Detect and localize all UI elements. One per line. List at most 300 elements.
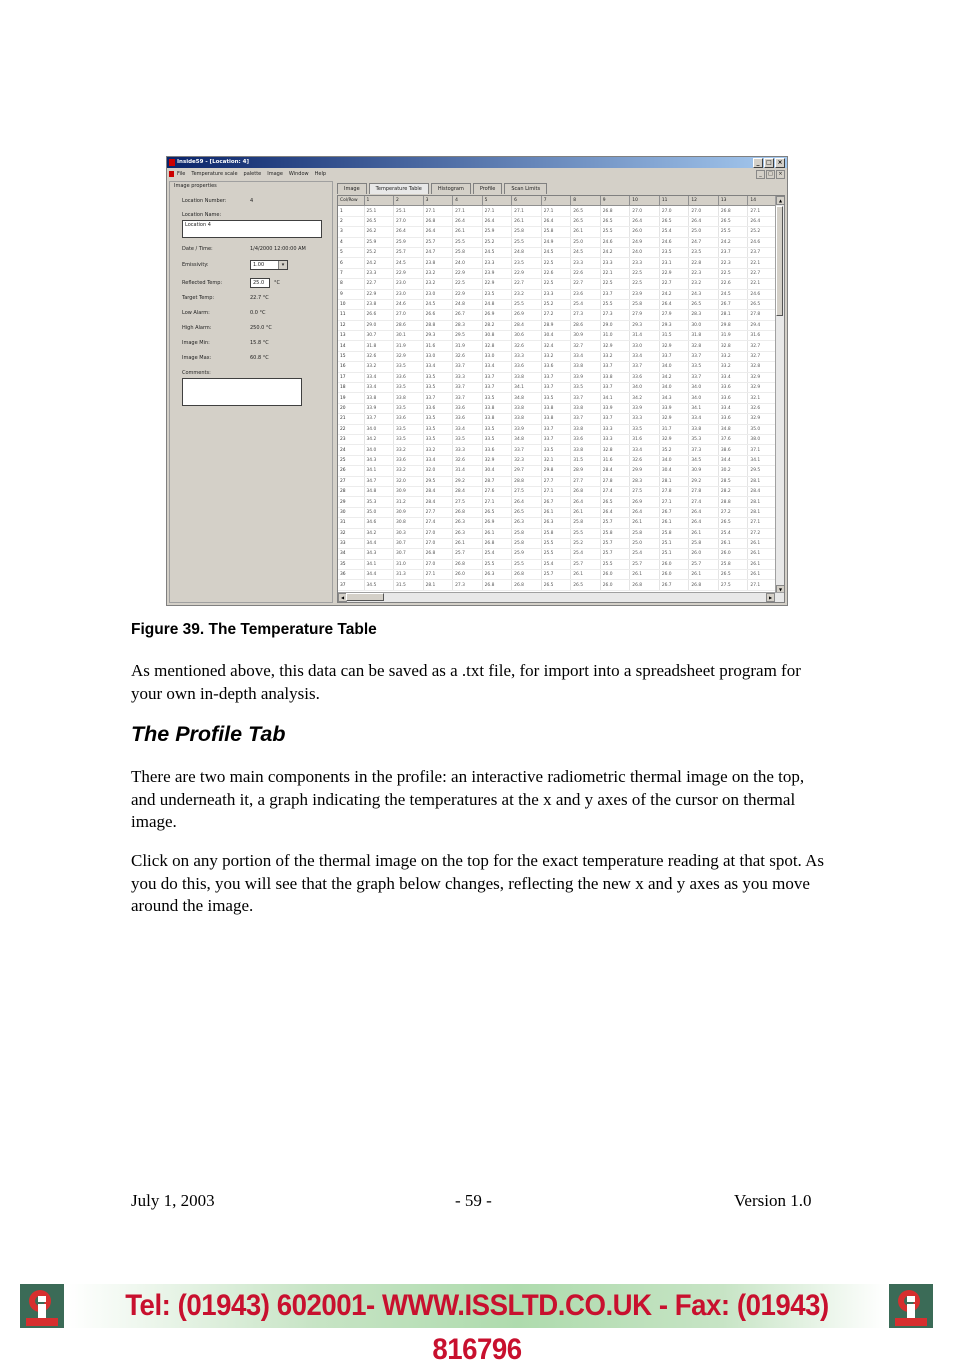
temperature-cell[interactable]: 33.3 (600, 424, 630, 434)
temperature-cell[interactable]: 27.2 (718, 507, 748, 517)
temperature-cell[interactable]: 26.1 (748, 570, 778, 580)
temperature-cell[interactable]: 34.0 (659, 455, 689, 465)
temperature-cell[interactable]: 26.5 (718, 570, 748, 580)
temperature-cell[interactable]: 27.3 (600, 310, 630, 320)
temperature-cell[interactable]: 35.3 (364, 497, 394, 507)
temperature-cell[interactable]: 32.9 (600, 341, 630, 351)
temperature-cell[interactable]: 24.6 (394, 299, 424, 309)
horizontal-scrollbar[interactable] (338, 592, 784, 602)
temperature-cell[interactable]: 27.0 (423, 559, 453, 569)
temperature-cell[interactable]: 33.5 (482, 424, 512, 434)
temperature-cell[interactable]: 33.2 (541, 351, 571, 361)
temperature-cell[interactable]: 33.5 (482, 434, 512, 444)
column-header[interactable]: 14 (748, 196, 778, 206)
row-header[interactable]: 29 (338, 497, 364, 507)
temperature-cell[interactable]: 23.6 (571, 289, 601, 299)
temperature-cell[interactable]: 33.7 (659, 351, 689, 361)
temperature-cell[interactable]: 22.7 (659, 279, 689, 289)
temperature-cell[interactable]: 31.0 (600, 331, 630, 341)
temperature-cell[interactable]: 26.1 (571, 570, 601, 580)
temperature-cell[interactable]: 22.8 (689, 258, 719, 268)
temperature-cell[interactable]: 33.6 (571, 434, 601, 444)
temperature-cell[interactable]: 22.7 (364, 279, 394, 289)
row-header[interactable]: 26 (338, 466, 364, 476)
temperature-cell[interactable]: 32.8 (748, 362, 778, 372)
temperature-cell[interactable]: 27.1 (541, 206, 571, 216)
temperature-cell[interactable]: 26.4 (689, 216, 719, 226)
temperature-cell[interactable]: 33.4 (423, 455, 453, 465)
row-header[interactable]: 3 (338, 227, 364, 237)
temperature-cell[interactable]: 27.1 (512, 206, 542, 216)
temperature-cell[interactable]: 34.5 (689, 455, 719, 465)
temperature-cell[interactable]: 25.2 (571, 538, 601, 548)
temperature-cell[interactable]: 25.2 (364, 247, 394, 257)
temperature-cell[interactable]: 27.3 (571, 310, 601, 320)
temperature-cell[interactable]: 33.5 (394, 362, 424, 372)
row-header[interactable]: 28 (338, 486, 364, 496)
temperature-cell[interactable]: 25.7 (630, 559, 660, 569)
temperature-cell[interactable]: 34.0 (689, 383, 719, 393)
temperature-cell[interactable]: 32.7 (748, 351, 778, 361)
temperature-cell[interactable]: 33.7 (423, 393, 453, 403)
temperature-cell[interactable]: 33.9 (571, 372, 601, 382)
temperature-cell[interactable]: 26.5 (482, 507, 512, 517)
temperature-cell[interactable]: 24.8 (482, 299, 512, 309)
temperature-cell[interactable]: 23.9 (482, 268, 512, 278)
temperature-cell[interactable]: 33.8 (571, 445, 601, 455)
temperature-cell[interactable]: 33.6 (630, 372, 660, 382)
row-header[interactable]: 21 (338, 414, 364, 424)
temperature-cell[interactable]: 25.5 (512, 237, 542, 247)
temperature-cell[interactable]: 26.6 (364, 310, 394, 320)
temperature-cell[interactable]: 28.4 (512, 320, 542, 330)
temperature-cell[interactable]: 24.2 (364, 258, 394, 268)
temperature-cell[interactable]: 24.5 (482, 247, 512, 257)
temperature-cell[interactable]: 26.8 (482, 580, 512, 590)
temperature-cell[interactable]: 33.6 (718, 414, 748, 424)
temperature-cell[interactable]: 33.5 (689, 362, 719, 372)
temperature-cell[interactable]: 22.5 (453, 279, 483, 289)
temperature-cell[interactable]: 33.5 (423, 383, 453, 393)
temperature-cell[interactable]: 33.7 (453, 383, 483, 393)
row-header[interactable]: 10 (338, 299, 364, 309)
temperature-cell[interactable]: 22.7 (748, 268, 778, 278)
temperature-cell[interactable]: 34.3 (364, 455, 394, 465)
temperature-cell[interactable]: 26.6 (423, 310, 453, 320)
temperature-cell[interactable]: 33.4 (453, 424, 483, 434)
temperature-cell[interactable]: 25.4 (659, 227, 689, 237)
temperature-cell[interactable]: 34.2 (659, 372, 689, 382)
column-header[interactable]: 1 (364, 196, 394, 206)
temperature-cell[interactable]: 33.7 (600, 362, 630, 372)
temperature-cell[interactable]: 24.5 (541, 247, 571, 257)
temperature-cell[interactable]: 25.7 (689, 559, 719, 569)
row-header[interactable]: 9 (338, 289, 364, 299)
temperature-cell[interactable]: 26.3 (541, 518, 571, 528)
temperature-cell[interactable]: 31.6 (630, 434, 660, 444)
temperature-cell[interactable]: 22.9 (512, 268, 542, 278)
temperature-cell[interactable]: 23.0 (394, 289, 424, 299)
temperature-cell[interactable]: 27.5 (718, 580, 748, 590)
temperature-cell[interactable]: 33.7 (600, 383, 630, 393)
temperature-cell[interactable]: 30.8 (482, 331, 512, 341)
horizontal-scroll-thumb[interactable] (346, 593, 384, 601)
temperature-cell[interactable]: 23.3 (482, 258, 512, 268)
temperature-cell[interactable]: 28.1 (748, 507, 778, 517)
temperature-cell[interactable]: 32.9 (394, 351, 424, 361)
temperature-cell[interactable]: 25.7 (394, 247, 424, 257)
temperature-cell[interactable]: 26.7 (659, 507, 689, 517)
temperature-cell[interactable]: 25.1 (659, 538, 689, 548)
temperature-cell[interactable]: 33.7 (541, 372, 571, 382)
temperature-cell[interactable]: 25.7 (541, 570, 571, 580)
temperature-cell[interactable]: 33.5 (423, 372, 453, 382)
temperature-cell[interactable]: 26.1 (689, 528, 719, 538)
temperature-cell[interactable]: 25.8 (571, 518, 601, 528)
temperature-cell[interactable]: 33.4 (423, 362, 453, 372)
temperature-cell[interactable]: 34.5 (364, 580, 394, 590)
temperature-cell[interactable]: 32.6 (364, 351, 394, 361)
temperature-cell[interactable]: 24.6 (600, 237, 630, 247)
temperature-cell[interactable]: 26.7 (718, 299, 748, 309)
temperature-cell[interactable]: 25.8 (689, 538, 719, 548)
temperature-cell[interactable]: 26.4 (453, 216, 483, 226)
temperature-cell[interactable]: 37.1 (748, 445, 778, 455)
temperature-cell[interactable]: 23.8 (364, 299, 394, 309)
temperature-cell[interactable]: 33.4 (482, 362, 512, 372)
temperature-cell[interactable]: 34.2 (364, 528, 394, 538)
temperature-cell[interactable]: 26.5 (571, 206, 601, 216)
temperature-cell[interactable]: 24.0 (453, 258, 483, 268)
temperature-cell[interactable]: 33.6 (453, 414, 483, 424)
temperature-cell[interactable]: 28.2 (482, 320, 512, 330)
row-header[interactable]: 25 (338, 455, 364, 465)
temperature-cell[interactable]: 24.6 (659, 237, 689, 247)
temperature-cell[interactable]: 33.5 (453, 434, 483, 444)
temperature-cell[interactable]: 23.0 (394, 279, 424, 289)
row-header[interactable]: 2 (338, 216, 364, 226)
temperature-cell[interactable]: 26.5 (364, 216, 394, 226)
temperature-cell[interactable]: 25.5 (718, 227, 748, 237)
temperature-cell[interactable]: 32.8 (482, 341, 512, 351)
temperature-cell[interactable]: 28.9 (541, 320, 571, 330)
temperature-cell[interactable]: 27.2 (541, 310, 571, 320)
row-header[interactable]: 24 (338, 445, 364, 455)
column-header[interactable]: 9 (600, 196, 630, 206)
temperature-cell[interactable]: 33.7 (571, 414, 601, 424)
temperature-cell[interactable]: 25.5 (600, 227, 630, 237)
temperature-cell[interactable]: 25.5 (571, 528, 601, 538)
temperature-cell[interactable]: 22.5 (718, 268, 748, 278)
temperature-cell[interactable]: 25.8 (541, 528, 571, 538)
temperature-cell[interactable]: 30.7 (394, 549, 424, 559)
temperature-cell[interactable]: 28.6 (394, 320, 424, 330)
temperature-cell[interactable]: 27.0 (689, 206, 719, 216)
scroll-right-icon[interactable]: ▶ (766, 593, 775, 602)
temperature-cell[interactable]: 26.0 (659, 570, 689, 580)
doc-minimize-button[interactable]: _ (756, 170, 765, 179)
temperature-cell[interactable]: 26.8 (453, 507, 483, 517)
temperature-cell[interactable]: 26.8 (453, 559, 483, 569)
temperature-cell[interactable]: 27.8 (600, 476, 630, 486)
temperature-cell[interactable]: 34.0 (630, 383, 660, 393)
temperature-cell[interactable]: 26.0 (600, 580, 630, 590)
temperature-cell[interactable]: 30.1 (394, 331, 424, 341)
temperature-cell[interactable]: 32.0 (423, 466, 453, 476)
temperature-cell[interactable]: 27.4 (689, 497, 719, 507)
temperature-cell[interactable]: 26.1 (689, 570, 719, 580)
temperature-cell[interactable]: 22.9 (659, 268, 689, 278)
temperature-cell[interactable]: 28.3 (453, 320, 483, 330)
temperature-cell[interactable]: 29.0 (600, 320, 630, 330)
temperature-cell[interactable]: 26.0 (630, 227, 660, 237)
temperature-cell[interactable]: 23.2 (689, 279, 719, 289)
temperature-cell[interactable]: 33.8 (541, 403, 571, 413)
temperature-cell[interactable]: 26.8 (718, 206, 748, 216)
location-name-field[interactable] (182, 220, 322, 238)
temperature-cell[interactable]: 32.8 (600, 445, 630, 455)
temperature-cell[interactable]: 26.9 (630, 497, 660, 507)
temperature-cell[interactable]: 23.5 (482, 289, 512, 299)
temperature-cell[interactable]: 24.8 (512, 247, 542, 257)
temperature-cell[interactable]: 33.7 (541, 383, 571, 393)
temperature-cell[interactable]: 33.5 (394, 424, 424, 434)
temperature-cell[interactable]: 33.8 (482, 414, 512, 424)
column-header[interactable]: 8 (571, 196, 601, 206)
temperature-cell[interactable]: 22.9 (453, 289, 483, 299)
temperature-cell[interactable]: 27.1 (541, 486, 571, 496)
temperature-cell[interactable]: 33.3 (512, 351, 542, 361)
temperature-cell[interactable]: 23.7 (600, 289, 630, 299)
doc-maximize-button[interactable]: □ (766, 170, 775, 179)
temperature-cell[interactable]: 25.7 (600, 549, 630, 559)
row-header[interactable]: 11 (338, 310, 364, 320)
temperature-cell[interactable]: 32.7 (748, 341, 778, 351)
temperature-cell[interactable]: 33.3 (600, 434, 630, 444)
temperature-cell[interactable]: 33.6 (718, 393, 748, 403)
temperature-cell[interactable]: 31.9 (718, 331, 748, 341)
temperature-cell[interactable]: 34.1 (512, 383, 542, 393)
temperature-cell[interactable]: 29.7 (512, 466, 542, 476)
row-header[interactable]: 22 (338, 424, 364, 434)
temperature-cell[interactable]: 33.8 (571, 424, 601, 434)
column-header[interactable]: 2 (394, 196, 424, 206)
temperature-cell[interactable]: 26.1 (748, 538, 778, 548)
temperature-cell[interactable]: 25.1 (659, 549, 689, 559)
temperature-cell[interactable]: 22.5 (541, 258, 571, 268)
temperature-cell[interactable]: 31.3 (394, 570, 424, 580)
row-header[interactable]: 8 (338, 279, 364, 289)
scroll-up-icon[interactable]: ▲ (776, 196, 785, 205)
temperature-cell[interactable]: 33.5 (630, 424, 660, 434)
tab-temperature-table[interactable]: Temperature Table (369, 183, 429, 194)
column-header[interactable]: 3 (423, 196, 453, 206)
column-header[interactable]: 13 (718, 196, 748, 206)
temperature-cell[interactable]: 26.0 (453, 570, 483, 580)
temperature-cell[interactable]: 30.4 (541, 331, 571, 341)
temperature-cell[interactable]: 24.2 (718, 237, 748, 247)
temperature-cell[interactable]: 27.1 (453, 206, 483, 216)
temperature-cell[interactable]: 28.1 (718, 310, 748, 320)
temperature-cell[interactable]: 32.4 (541, 341, 571, 351)
column-header[interactable]: 6 (512, 196, 542, 206)
temperature-cell[interactable]: 33.6 (453, 403, 483, 413)
row-header[interactable]: 37 (338, 580, 364, 590)
temperature-cell[interactable]: 33.5 (423, 414, 453, 424)
tab-histogram[interactable]: Histogram (431, 183, 471, 194)
temperature-cell[interactable]: 27.0 (423, 538, 453, 548)
temperature-cell[interactable]: 33.7 (453, 362, 483, 372)
temperature-cell[interactable]: 24.5 (394, 258, 424, 268)
temperature-cell[interactable]: 32.8 (689, 341, 719, 351)
temperature-cell[interactable]: 34.6 (364, 518, 394, 528)
temperature-cell[interactable]: 24.9 (630, 237, 660, 247)
row-header[interactable]: 4 (338, 237, 364, 247)
temperature-cell[interactable]: 33.0 (482, 351, 512, 361)
temperature-cell[interactable]: 33.7 (689, 372, 719, 382)
temperature-cell[interactable]: 26.8 (689, 580, 719, 590)
temperature-cell[interactable]: 33.6 (718, 383, 748, 393)
temperature-cell[interactable]: 25.5 (541, 538, 571, 548)
temperature-cell[interactable]: 25.9 (512, 549, 542, 559)
temperature-cell[interactable]: 26.4 (689, 518, 719, 528)
temperature-cell[interactable]: 31.9 (453, 341, 483, 351)
vertical-scroll-thumb[interactable] (776, 206, 783, 316)
temperature-cell[interactable]: 26.4 (689, 507, 719, 517)
temperature-cell[interactable]: 24.0 (630, 247, 660, 257)
temperature-cell[interactable]: 26.4 (423, 227, 453, 237)
temperature-cell[interactable]: 31.8 (364, 341, 394, 351)
temperature-cell[interactable]: 23.0 (423, 289, 453, 299)
temperature-cell[interactable]: 25.4 (571, 299, 601, 309)
temperature-cell[interactable]: 34.1 (364, 559, 394, 569)
temperature-cell[interactable]: 26.4 (482, 216, 512, 226)
temperature-cell[interactable]: 33.7 (482, 383, 512, 393)
row-header[interactable]: 36 (338, 570, 364, 580)
temperature-cell[interactable]: 34.1 (600, 393, 630, 403)
temperature-cell[interactable]: 33.5 (394, 434, 424, 444)
temperature-cell[interactable]: 27.7 (571, 476, 601, 486)
temperature-cell[interactable]: 31.5 (571, 455, 601, 465)
temperature-cell[interactable]: 33.2 (718, 351, 748, 361)
temperature-cell[interactable]: 30.0 (689, 320, 719, 330)
temperature-cell[interactable]: 25.9 (394, 237, 424, 247)
chevron-down-icon[interactable]: ▾ (278, 261, 287, 269)
temperature-cell[interactable]: 31.5 (659, 331, 689, 341)
temperature-cell[interactable]: 25.7 (600, 518, 630, 528)
temperature-cell[interactable]: 28.4 (423, 486, 453, 496)
temperature-cell[interactable]: 24.5 (423, 299, 453, 309)
temperature-cell[interactable]: 32.7 (571, 341, 601, 351)
row-header[interactable]: 19 (338, 393, 364, 403)
temperature-cell[interactable]: 22.5 (630, 268, 660, 278)
temperature-cell[interactable]: 26.1 (718, 538, 748, 548)
temperature-cell[interactable]: 26.4 (394, 227, 424, 237)
temperature-cell[interactable]: 33.7 (482, 372, 512, 382)
temperature-cell[interactable]: 24.6 (748, 237, 778, 247)
temperature-cell[interactable]: 30.8 (394, 518, 424, 528)
temperature-cell[interactable]: 27.1 (659, 497, 689, 507)
temperature-cell[interactable]: 33.7 (600, 414, 630, 424)
row-header[interactable]: 27 (338, 476, 364, 486)
temperature-cell[interactable]: 23.3 (630, 258, 660, 268)
row-header[interactable]: 20 (338, 403, 364, 413)
temperature-cell[interactable]: 26.1 (482, 528, 512, 538)
temperature-cell[interactable]: 25.5 (512, 299, 542, 309)
temperature-cell[interactable]: 24.5 (718, 289, 748, 299)
temperature-cell[interactable]: 33.3 (453, 445, 483, 455)
temperature-cell[interactable]: 33.3 (630, 414, 660, 424)
temperature-cell[interactable]: 26.2 (364, 227, 394, 237)
temperature-cell[interactable]: 30.9 (394, 507, 424, 517)
temperature-cell[interactable]: 33.0 (423, 351, 453, 361)
temperature-cell[interactable]: 28.9 (571, 466, 601, 476)
temperature-cell[interactable]: 30.9 (689, 466, 719, 476)
temperature-cell[interactable]: 25.0 (689, 227, 719, 237)
temperature-cell[interactable]: 30.4 (659, 466, 689, 476)
temperature-cell[interactable]: 33.7 (541, 434, 571, 444)
temperature-cell[interactable]: 23.3 (541, 289, 571, 299)
temperature-cell[interactable]: 26.8 (482, 538, 512, 548)
temperature-cell[interactable]: 26.4 (600, 507, 630, 517)
temperature-cell[interactable]: 28.1 (748, 476, 778, 486)
temperature-cell[interactable]: 26.5 (718, 518, 748, 528)
temperature-cell[interactable]: 24.6 (748, 289, 778, 299)
temperature-cell[interactable]: 26.5 (571, 216, 601, 226)
temperature-cell[interactable]: 23.7 (748, 247, 778, 257)
temperature-cell[interactable]: 23.5 (659, 247, 689, 257)
temperature-cell[interactable]: 34.0 (364, 424, 394, 434)
temperature-cell[interactable]: 27.1 (748, 206, 778, 216)
temperature-cell[interactable]: 33.8 (512, 403, 542, 413)
temperature-cell[interactable]: 28.6 (571, 320, 601, 330)
temperature-cell[interactable]: 33.6 (541, 362, 571, 372)
temperature-cell[interactable]: 23.3 (364, 268, 394, 278)
temperature-cell[interactable]: 27.1 (423, 206, 453, 216)
temperature-cell[interactable]: 27.5 (630, 486, 660, 496)
temperature-cell[interactable]: 27.0 (423, 528, 453, 538)
temperature-cell[interactable]: 34.4 (718, 455, 748, 465)
temperature-cell[interactable]: 33.8 (689, 424, 719, 434)
temperature-cell[interactable]: 22.7 (571, 279, 601, 289)
temperature-cell[interactable]: 26.8 (630, 580, 660, 590)
menu-window[interactable]: Window (288, 171, 309, 177)
temperature-cell[interactable]: 22.6 (571, 268, 601, 278)
row-header[interactable]: 15 (338, 351, 364, 361)
temperature-cell[interactable]: 26.5 (748, 299, 778, 309)
temperature-cell[interactable]: 27.9 (659, 310, 689, 320)
temperature-cell[interactable]: 26.8 (423, 549, 453, 559)
temperature-cell[interactable]: 29.9 (630, 466, 660, 476)
temperature-cell[interactable]: 33.2 (718, 362, 748, 372)
temperature-cell[interactable]: 26.4 (748, 216, 778, 226)
temperature-cell[interactable]: 23.7 (718, 247, 748, 257)
temperature-cell[interactable]: 33.8 (364, 393, 394, 403)
temperature-cell[interactable]: 29.3 (659, 320, 689, 330)
temperature-cell[interactable]: 29.3 (630, 320, 660, 330)
temperature-cell[interactable]: 26.1 (453, 227, 483, 237)
temperature-cell[interactable]: 22.9 (482, 279, 512, 289)
temperature-cell[interactable]: 29.5 (748, 466, 778, 476)
menu-palette[interactable]: palette (243, 171, 262, 177)
temperature-cell[interactable]: 33.4 (630, 351, 660, 361)
temperature-cell[interactable]: 33.9 (659, 403, 689, 413)
row-header[interactable]: 14 (338, 341, 364, 351)
temperature-cell[interactable]: 22.7 (512, 279, 542, 289)
temperature-cell[interactable]: 28.7 (482, 476, 512, 486)
temperature-cell[interactable]: 32.9 (748, 372, 778, 382)
tab-image[interactable]: Image (337, 183, 367, 194)
